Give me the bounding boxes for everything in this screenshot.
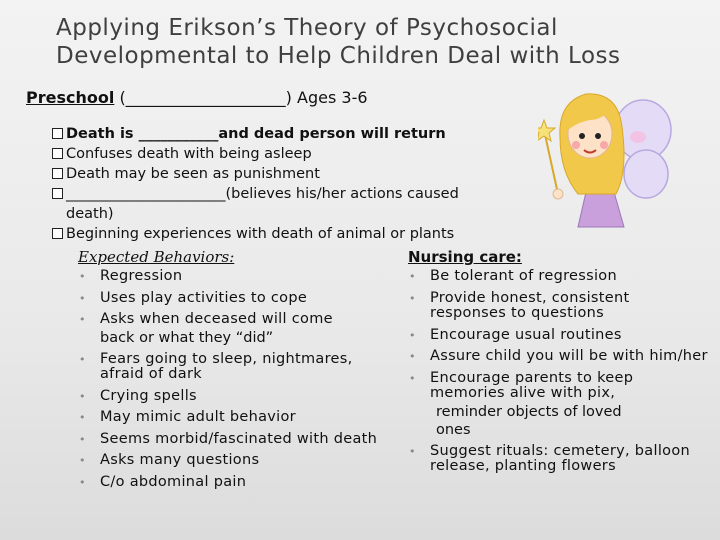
point-item (52, 224, 522, 244)
bullet-icon: • (79, 291, 86, 305)
checkbox-bullet-icon (52, 128, 63, 139)
subheading (26, 88, 368, 108)
point-text: Death may be seen as punishment (66, 166, 320, 182)
list-item: • Uses play activities to cope (79, 289, 308, 306)
list-item: • Regression (79, 268, 183, 284)
point-item (52, 144, 522, 164)
point-text: Beginning experiences with death of animal or plants (66, 226, 455, 242)
list-item: • Seems morbid/fascinated with death (79, 430, 378, 447)
key-points (52, 124, 522, 244)
list-item-continuation: back or what they “did” (100, 329, 274, 346)
stage-label: Preschool (26, 88, 115, 107)
age-range: Ages 3-6 (297, 88, 368, 107)
list-item: • Be tolerant of regression (409, 268, 617, 284)
list-item: • Fears going to sleep, nightmares, afraid of dark (79, 350, 353, 382)
point-text: Confuses death with being asleep (66, 146, 312, 162)
list-item: • Encourage parents to keep memories alive with pix, (409, 369, 634, 401)
point-text: Death is ___________and dead person will return (66, 126, 446, 142)
checkbox-bullet-icon (52, 168, 63, 179)
list-item: • Provide honest, consistent responses to questions (409, 289, 630, 321)
list-item-continuation: reminder objects of loved (436, 403, 622, 420)
point-item (52, 164, 522, 184)
point-continuation: death) (66, 206, 114, 222)
list-item: • Suggest rituals: cemetery, balloon release, planting flowers (409, 442, 690, 474)
expected-behaviors-heading: Expected Behaviors: (78, 248, 235, 266)
bullet-icon: • (409, 270, 416, 283)
list-item: • Assure child you will be with him/her (409, 348, 708, 364)
list-item: • Encourage usual routines (409, 326, 622, 343)
slide-title: Applying Erikson’s Theory of Psychosocial Developmental to Help Children Deal with Loss (56, 15, 621, 69)
bullet-icon: • (409, 350, 416, 363)
nursing-care-column (408, 247, 708, 481)
expected-behaviors-column (78, 247, 378, 496)
point-text: ______________________(believes his/her actions caused (66, 186, 459, 202)
bullet-icon: • (409, 444, 416, 458)
list-item-continuation: ones (436, 421, 471, 438)
bullet-icon: • (79, 475, 86, 489)
list-item: • Crying spells (79, 387, 197, 404)
bullet-icon: • (79, 454, 86, 467)
checkbox-bullet-icon (52, 148, 63, 159)
bullet-icon: • (79, 389, 86, 403)
list-item: • Asks when deceased will come (79, 311, 333, 327)
checkbox-bullet-icon (52, 228, 63, 239)
bullet-icon: • (409, 328, 416, 342)
list-item: • May mimic adult behavior (79, 409, 296, 425)
point-item (52, 184, 522, 204)
bullet-icon: • (409, 291, 416, 305)
fairy-illustration (538, 82, 678, 232)
checkbox-bullet-icon (52, 188, 63, 199)
stage-blank: (____________________) (119, 88, 292, 107)
bullet-icon: • (79, 313, 86, 326)
bullet-icon: • (79, 411, 86, 424)
list-item: • Asks many questions (79, 452, 260, 468)
bullet-icon: • (409, 371, 416, 385)
bullet-icon: • (79, 432, 86, 446)
bullet-icon: • (79, 270, 86, 283)
bullet-icon: • (79, 352, 86, 366)
point-item (52, 124, 522, 144)
list-item: • C/o abdominal pain (79, 473, 247, 490)
nursing-care-heading: Nursing care: (408, 248, 522, 266)
